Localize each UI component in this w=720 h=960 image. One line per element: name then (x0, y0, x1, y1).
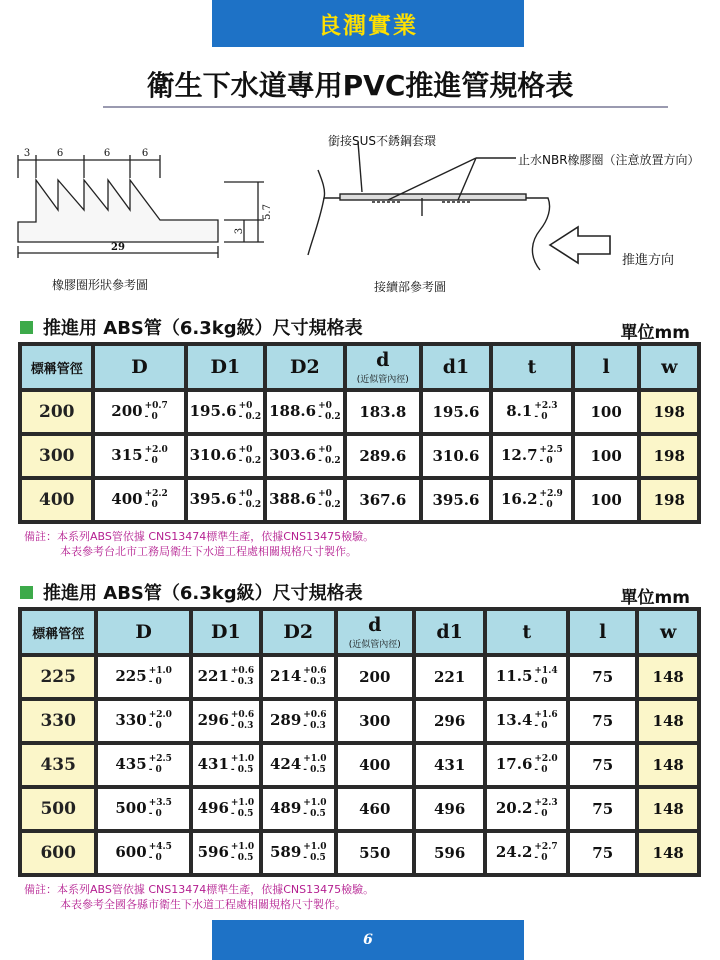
header-t: t (491, 344, 573, 390)
tol-lower: - 0.3 (303, 677, 326, 687)
cell-D2 (261, 743, 336, 787)
tol-upper: +0.7 (144, 401, 168, 411)
joint-label-direction: 推進方向 (622, 253, 675, 268)
value: 496 (197, 799, 229, 817)
tol-lower: - 0 (148, 853, 162, 863)
tol-upper: +1.0 (303, 842, 327, 852)
table2-heading (20, 579, 363, 605)
joint-label-nbr: 止水NBR橡膠圈（注意放置方向） (518, 153, 700, 167)
tol-upper: +0 (238, 401, 253, 411)
cell-w: 148 (637, 699, 699, 743)
table-row (20, 390, 699, 434)
value: 596 (197, 843, 229, 861)
tol-upper: +1.0 (303, 798, 327, 808)
value: 330 (115, 711, 147, 729)
cell-l: 100 (573, 478, 640, 522)
header-w: w (639, 344, 699, 390)
cell-l: 75 (568, 699, 637, 743)
tol-lower: - 0.2 (318, 500, 341, 510)
tol-upper: +2.0 (534, 754, 558, 764)
cell-l: 75 (568, 743, 637, 787)
cell-t (485, 699, 568, 743)
cell-D (96, 655, 191, 699)
tol-upper: +2.7 (534, 842, 558, 852)
cell-size: 400 (20, 478, 93, 522)
table-row (20, 699, 699, 743)
cell-D2 (261, 787, 336, 831)
cell-l: 75 (568, 831, 637, 875)
tol-lower: - 0 (539, 500, 553, 510)
tol-lower: - 0.5 (230, 853, 254, 863)
table-row (20, 655, 699, 699)
cell-size: 500 (20, 787, 96, 831)
tol-lower: - 0.5 (230, 765, 254, 775)
cell-d: 400 (336, 743, 414, 787)
tol-upper: +0.6 (303, 710, 327, 720)
cell-D1 (186, 434, 266, 478)
table-row (20, 831, 699, 875)
table1-unit: 單位mm (620, 323, 690, 343)
value: 388.6 (269, 490, 317, 508)
gasket-dim-label: 6 (56, 148, 64, 159)
cell-D (96, 743, 191, 787)
tol-lower: - 0 (534, 853, 548, 863)
header-w: w (637, 609, 699, 655)
header-l: l (573, 344, 640, 390)
cell-d: 460 (336, 787, 414, 831)
value: 17.6 (495, 755, 533, 773)
cell-D1 (191, 655, 261, 699)
tol-upper: +2.2 (144, 489, 168, 499)
header-d-label: d (376, 349, 390, 371)
cell-w: 148 (637, 743, 699, 787)
tol-upper: +1.0 (303, 754, 327, 764)
gasket-profile-drawing (18, 155, 264, 258)
value: 489 (269, 799, 302, 817)
tol-upper: +0 (238, 445, 253, 455)
cell-d: 289.6 (345, 434, 421, 478)
value: 310.6 (189, 446, 237, 464)
tol-lower: - 0.5 (303, 765, 326, 775)
cell-D2 (261, 831, 336, 875)
note-line: 本表參考台北市工務局衛生下水道工程處相關規格尺寸製作。 (60, 545, 357, 558)
table1-heading-text: 推進用 ABS管（6.3kg級）尺寸規格表 (43, 318, 363, 339)
cell-D1 (191, 831, 261, 875)
tol-lower: - 0 (148, 809, 162, 819)
tol-lower: - 0.5 (230, 809, 254, 819)
table1-heading (20, 314, 363, 340)
tol-lower: - 0 (148, 721, 162, 731)
cell-l: 100 (573, 390, 640, 434)
tol-upper: +3.5 (148, 798, 172, 808)
cell-D1 (186, 478, 266, 522)
tol-upper: +1.0 (148, 666, 172, 676)
table-row (20, 787, 699, 831)
tol-upper: +1.0 (230, 754, 255, 764)
cell-D (96, 831, 191, 875)
header-D1: D1 (191, 609, 261, 655)
table2-note (24, 882, 374, 912)
gasket-dim-label: 6 (141, 148, 149, 159)
tol-upper: +1.0 (230, 798, 255, 808)
tol-upper: +2.3 (534, 798, 558, 808)
cell-size: 200 (20, 390, 93, 434)
value: 12.7 (501, 446, 538, 464)
cell-d1: 496 (414, 787, 485, 831)
cell-size: 225 (20, 655, 96, 699)
tol-lower: - 0.3 (303, 721, 326, 731)
tol-lower: - 0.5 (303, 853, 326, 863)
cell-d1: 296 (414, 699, 485, 743)
tol-upper: +2.5 (148, 754, 172, 764)
cell-w: 198 (639, 434, 699, 478)
cell-w: 148 (637, 655, 699, 699)
table2 (18, 607, 701, 877)
cell-D2 (261, 699, 336, 743)
cell-d1: 596 (414, 831, 485, 875)
tol-lower: - 0.3 (230, 721, 254, 731)
cell-w: 198 (639, 478, 699, 522)
table2-unit: 單位mm (620, 588, 690, 608)
tol-upper: +0.6 (230, 666, 255, 676)
value: 214 (269, 667, 302, 685)
tol-upper: +0 (318, 401, 332, 411)
value: 289 (269, 711, 302, 729)
tol-upper: +1.4 (534, 666, 558, 676)
value: 296 (197, 711, 229, 729)
brand-banner (212, 0, 524, 47)
cell-D1 (191, 787, 261, 831)
cell-d: 367.6 (345, 478, 421, 522)
cell-d: 183.8 (345, 390, 421, 434)
gasket-dim-label: 29 (111, 242, 125, 253)
tol-lower: - 0.2 (318, 456, 341, 466)
cell-t (485, 831, 568, 875)
value: 11.5 (495, 667, 533, 685)
cell-D (93, 434, 185, 478)
cell-t (491, 390, 573, 434)
header-d1: d1 (414, 609, 485, 655)
bullet-square-icon (20, 321, 33, 334)
table2-heading-text: 推進用 ABS管（6.3kg級）尺寸規格表 (43, 583, 363, 604)
tol-upper: +2.0 (144, 445, 168, 455)
header-d-label: d (368, 614, 382, 636)
value: 16.2 (501, 490, 538, 508)
tol-upper: +0.6 (230, 710, 255, 720)
page-footer (212, 920, 524, 960)
tol-upper: +4.5 (148, 842, 172, 852)
cell-D1 (191, 699, 261, 743)
note-line: 本表參考全國各縣市衛生下水道工程處相關規格尺寸製作。 (60, 898, 346, 911)
brand-name: 良潤實業 (318, 13, 418, 39)
gasket-caption: 橡膠圈形狀參考圖 (52, 278, 149, 292)
cell-d1: 221 (414, 655, 485, 699)
header-t: t (485, 609, 568, 655)
cell-size: 300 (20, 434, 93, 478)
value: 500 (115, 799, 147, 817)
cell-w: 148 (637, 787, 699, 831)
title-divider (103, 106, 668, 108)
header-D1: D1 (186, 344, 266, 390)
header-d (336, 609, 414, 655)
gasket-dim-label: 3 (234, 227, 245, 235)
gasket-dim-label: 6 (103, 148, 111, 159)
table1 (18, 342, 701, 524)
value: 20.2 (495, 799, 533, 817)
value: 200 (111, 402, 143, 420)
tol-lower: - 0.3 (230, 677, 254, 687)
table-row (20, 743, 699, 787)
cell-d1: 310.6 (421, 434, 491, 478)
joint-caption: 接續部參考圖 (374, 280, 447, 294)
cell-d: 300 (336, 699, 414, 743)
table1-note (24, 529, 374, 559)
value: 13.4 (495, 711, 533, 729)
tol-lower: - 0 (144, 500, 158, 510)
cell-D2 (265, 390, 345, 434)
cell-d1: 431 (414, 743, 485, 787)
header-D: D (93, 344, 185, 390)
cell-w: 198 (639, 390, 699, 434)
value: 600 (115, 843, 147, 861)
cell-t (485, 743, 568, 787)
tol-lower: - 0 (144, 412, 158, 422)
cell-t (485, 787, 568, 831)
header-nominal-size: 標稱管徑 (20, 344, 93, 390)
cell-d: 200 (336, 655, 414, 699)
header-d-sub: (近似管內徑) (356, 375, 409, 385)
cell-d1: 395.6 (421, 478, 491, 522)
tol-upper: +2.0 (148, 710, 172, 720)
bullet-square-icon (20, 586, 33, 599)
cell-D1 (186, 390, 266, 434)
tol-upper: +1.0 (230, 842, 255, 852)
cell-w: 148 (637, 831, 699, 875)
tol-upper: +0.6 (303, 666, 327, 676)
cell-size: 330 (20, 699, 96, 743)
gasket-dim-label: 3 (23, 148, 31, 159)
tol-lower: - 0 (534, 809, 548, 819)
tol-lower: - 0.2 (318, 412, 341, 422)
value: 303.6 (269, 446, 317, 464)
tol-lower: - 0 (144, 456, 158, 466)
cell-D2 (261, 655, 336, 699)
cell-d1: 195.6 (421, 390, 491, 434)
cell-D (93, 390, 185, 434)
page-number: 6 (363, 932, 373, 948)
cell-D2 (265, 478, 345, 522)
note-line: 備註：本系列ABS管依據 CNS13474標準生產，依據CNS13475檢驗。 (24, 530, 375, 543)
cell-D (93, 478, 185, 522)
header-d-sub: (近似管內徑) (348, 640, 401, 650)
cell-l: 100 (573, 434, 640, 478)
tol-upper: +0 (318, 445, 332, 455)
tol-lower: - 0.2 (238, 456, 262, 466)
cell-t (491, 434, 573, 478)
value: 195.6 (189, 402, 237, 420)
table-row (20, 434, 699, 478)
header-D2: D2 (261, 609, 336, 655)
value: 589 (269, 843, 302, 861)
cell-D (96, 699, 191, 743)
value: 424 (269, 755, 302, 773)
tol-lower: - 0 (534, 412, 548, 422)
tol-upper: +2.3 (534, 401, 558, 411)
page-title: 衛生下水道專用PVC推進管規格表 (146, 69, 574, 102)
header-D2: D2 (265, 344, 345, 390)
tol-lower: - 0 (539, 456, 553, 466)
tol-upper: +0 (238, 489, 253, 499)
header-d (345, 344, 421, 390)
value: 395.6 (189, 490, 237, 508)
note-line: 備註：本系列ABS管依據 CNS13474標準生產，依據CNS13475檢驗。 (24, 883, 375, 896)
tol-lower: - 0 (534, 765, 548, 775)
tol-upper: +2.9 (539, 489, 563, 499)
value: 221 (197, 667, 229, 685)
tol-lower: - 0 (534, 721, 548, 731)
value: 400 (111, 490, 143, 508)
value: 225 (115, 667, 147, 685)
tol-upper: +1.6 (534, 710, 558, 720)
gasket-dim-label: 5.7 (262, 204, 273, 220)
value: 315 (111, 446, 143, 464)
table-row (20, 478, 699, 522)
direction-arrow (550, 227, 610, 263)
cell-l: 75 (568, 655, 637, 699)
value: 431 (197, 755, 229, 773)
value: 24.2 (495, 843, 533, 861)
cell-l: 75 (568, 787, 637, 831)
cell-D (96, 787, 191, 831)
header-nominal-size: 標稱管徑 (20, 609, 96, 655)
tol-lower: - 0 (148, 677, 162, 687)
header-d1: d1 (421, 344, 491, 390)
tol-lower: - 0.5 (303, 809, 326, 819)
cell-D1 (191, 743, 261, 787)
tol-lower: - 0.2 (238, 500, 262, 510)
tol-lower: - 0.2 (238, 412, 262, 422)
cell-d: 550 (336, 831, 414, 875)
cell-size: 435 (20, 743, 96, 787)
cell-size: 600 (20, 831, 96, 875)
value: 8.1 (506, 402, 533, 420)
cell-t (485, 655, 568, 699)
value: 435 (115, 755, 147, 773)
tol-lower: - 0 (534, 677, 548, 687)
header-D: D (96, 609, 191, 655)
cell-t (491, 478, 573, 522)
tol-upper: +2.5 (539, 445, 563, 455)
header-l: l (568, 609, 637, 655)
tol-upper: +0 (318, 489, 332, 499)
joint-label-ring: 銜接SUS不銹鋼套環 (328, 134, 437, 148)
cell-D2 (265, 434, 345, 478)
tol-lower: - 0 (148, 765, 162, 775)
value: 188.6 (269, 402, 317, 420)
